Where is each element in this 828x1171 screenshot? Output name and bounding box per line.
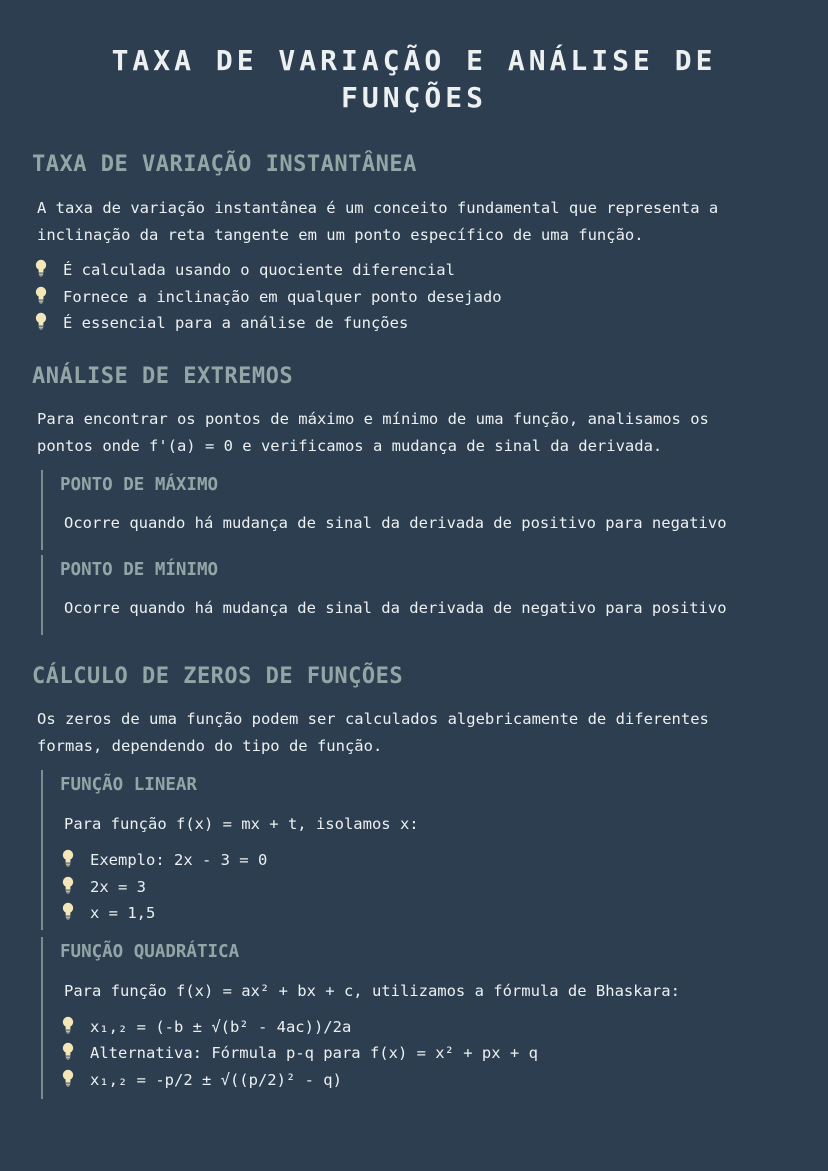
paragraph-line: formas, dependendo do tipo de função. [37,737,383,755]
list-item: x₁,₂ = -p/2 ± √((p/2)² - q) [90,1071,342,1089]
subsection-title-minimo: PONTO DE MÍNIMO [60,560,219,580]
section-paragraph [37,195,797,249]
list-item: x = 1,5 [90,904,156,922]
subsection-text: Ocorre quando há mudança de sinal da derivada de negativo para positivo [64,599,727,617]
subsection-text: Para função f(x) = mx + t, isolamos x: [64,815,419,833]
lightbulb-icon [62,1016,74,1034]
section-heading-zeros: CÁLCULO DE ZEROS DE FUNÇÕES [32,664,404,689]
list-item: Exemplo: 2x - 3 = 0 [90,851,268,869]
subsection-text: Para função f(x) = ax² + bx + c, utilizamos a fórmula de Bhaskara: [64,982,680,1000]
list-item: É calculada usando o quociente diferencial [63,261,455,279]
list-item: Fornece a inclinação em qualquer ponto desejado [63,288,502,306]
paragraph-line: Os zeros de uma função podem ser calculados algebricamente de diferentes [37,710,709,728]
lightbulb-icon [62,849,74,867]
lightbulb-icon [62,876,74,894]
subsection-border [41,470,43,550]
paragraph-line: inclinação da reta tangente em um ponto específico de uma função. [37,226,644,244]
list-item: É essencial para a análise de funções [63,314,409,332]
paragraph-line: pontos onde f'(a) = 0 e verificamos a mudança de sinal da derivada. [37,437,663,455]
lightbulb-icon [62,902,74,920]
list-item: x₁,₂ = (-b ± √(b² - 4ac))/2a [90,1018,352,1036]
page-title: TAXA DE VARIAÇÃO E ANÁLISE DE FUNÇÕES [111,44,717,114]
lightbulb-icon [62,1069,74,1087]
list-item: 2x = 3 [90,878,146,896]
section-heading-extremos: ANÁLISE DE EXTREMOS [32,364,294,389]
subsection-border [41,555,43,635]
section-heading-taxa: TAXA DE VARIAÇÃO INSTANTÂNEA [32,152,417,177]
lightbulb-icon [35,286,47,304]
paragraph-line: A taxa de variação instantânea é um conceito fundamental que representa a [37,199,719,217]
subsection-border [41,770,43,930]
subsection-title-linear: FUNÇÃO LINEAR [60,775,197,795]
section-paragraph [37,406,797,460]
list-item: Alternativa: Fórmula p-q para f(x) = x² + px + q [90,1044,538,1062]
subsection-border [41,937,43,1099]
lightbulb-icon [62,1042,74,1060]
subsection-text: Ocorre quando há mudança de sinal da derivada de positivo para negativo [64,514,727,532]
subsection-title-maximo: PONTO DE MÁXIMO [60,475,219,495]
paragraph-line: Para encontrar os pontos de máximo e mínimo de uma função, analisamos os [37,410,709,428]
subsection-title-quadratica: FUNÇÃO QUADRÁTICA [60,942,240,962]
lightbulb-icon [35,312,47,330]
section-paragraph [37,706,797,760]
lightbulb-icon [35,259,47,277]
